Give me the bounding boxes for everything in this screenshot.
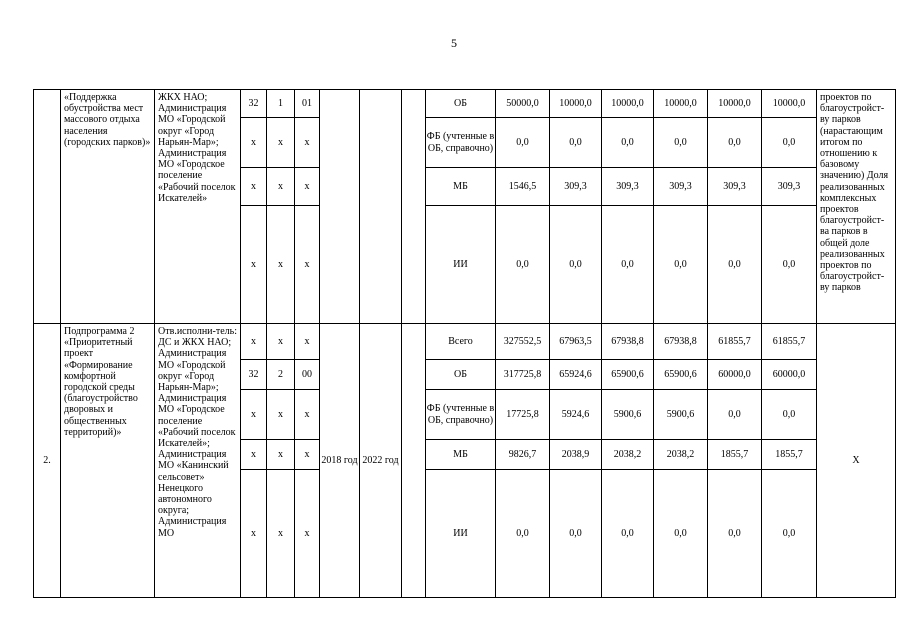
- value-cell: 10000,0: [654, 90, 708, 118]
- value-cell: 327552,5: [496, 324, 550, 360]
- value-cell: 61855,7: [708, 324, 762, 360]
- row-number-cell: [34, 90, 61, 324]
- source-cell: ФБ (учтенные в ОБ, справочно): [426, 118, 496, 168]
- code-cell: x: [267, 390, 295, 440]
- start-year-cell: 2018 год: [320, 324, 360, 598]
- code-cell: x: [241, 324, 267, 360]
- value-cell: 1855,7: [708, 440, 762, 470]
- value-cell: 0,0: [762, 390, 817, 440]
- executor-cell: Отв.исполни-тель: ДС и ЖКХ НАО; Администрация МО «Городской округ «Город Нарьян-Мар»; Администрация МО «Городское поселение «Рабочий поселок Искателей»; Администрация МО «Канинский сельсовет» Ненецкого автономного округа; Администрация МО: [155, 324, 241, 598]
- row-number-cell: 2.: [34, 324, 61, 598]
- source-cell: ОБ: [426, 90, 496, 118]
- start-year-cell: [320, 90, 360, 324]
- value-cell: 0,0: [708, 118, 762, 168]
- code-cell: x: [295, 390, 320, 440]
- code-cell: x: [295, 168, 320, 206]
- value-cell: 0,0: [654, 206, 708, 324]
- value-cell: 2038,2: [602, 440, 654, 470]
- source-cell: ИИ: [426, 206, 496, 324]
- value-cell: 67938,8: [654, 324, 708, 360]
- value-cell: 309,3: [708, 168, 762, 206]
- value-cell: 5900,6: [602, 390, 654, 440]
- code-cell: x: [267, 324, 295, 360]
- value-cell: 0,0: [550, 206, 602, 324]
- end-year-cell: [360, 90, 402, 324]
- executor-cell: ЖКХ НАО; Администрация МО «Городской округ «Город Нарьян-Мар»; Администрация МО «Городское поселение «Рабочий поселок Искателей»: [155, 90, 241, 324]
- code-cell: x: [295, 440, 320, 470]
- source-cell: ИИ: [426, 470, 496, 598]
- code-cell: x: [241, 470, 267, 598]
- value-cell: 0,0: [550, 118, 602, 168]
- code-cell: 32: [241, 90, 267, 118]
- value-cell: 0,0: [496, 118, 550, 168]
- spacer-cell: [402, 324, 426, 598]
- value-cell: 9826,7: [496, 440, 550, 470]
- table-row: [34, 324, 896, 360]
- code-cell: 2: [267, 360, 295, 390]
- value-cell: 309,3: [602, 168, 654, 206]
- value-cell: 309,3: [550, 168, 602, 206]
- code-cell: x: [241, 168, 267, 206]
- value-cell: 65900,6: [602, 360, 654, 390]
- code-cell: 00: [295, 360, 320, 390]
- source-cell: МБ: [426, 168, 496, 206]
- indicator-cell: проектов по благоустройст-ву парков (нарастающим итогом по отношению к базовому значению) Доля реализованных комплексных проектов благоустройст-ва парков в общей доле реализованных проектов по благоустройст-ву парков: [817, 90, 896, 324]
- value-cell: 2038,9: [550, 440, 602, 470]
- code-cell: x: [295, 470, 320, 598]
- table-row: [34, 90, 896, 118]
- program-name-cell: «Поддержка обустройства мест массового отдыха населения (городских парков)»: [61, 90, 155, 324]
- value-cell: 0,0: [602, 206, 654, 324]
- code-cell: x: [267, 470, 295, 598]
- source-cell: ОБ: [426, 360, 496, 390]
- code-cell: x: [267, 206, 295, 324]
- value-cell: 1855,7: [762, 440, 817, 470]
- code-cell: x: [241, 118, 267, 168]
- value-cell: 309,3: [762, 168, 817, 206]
- value-cell: 67963,5: [550, 324, 602, 360]
- value-cell: 0,0: [550, 470, 602, 598]
- program-table: [33, 89, 896, 598]
- value-cell: 0,0: [708, 206, 762, 324]
- value-cell: 0,0: [762, 470, 817, 598]
- value-cell: 10000,0: [602, 90, 654, 118]
- value-cell: 309,3: [654, 168, 708, 206]
- indicator-cell: X: [817, 324, 896, 598]
- code-cell: x: [267, 118, 295, 168]
- code-cell: x: [267, 168, 295, 206]
- value-cell: 0,0: [762, 206, 817, 324]
- value-cell: 65900,6: [654, 360, 708, 390]
- value-cell: 2038,2: [654, 440, 708, 470]
- value-cell: 60000,0: [708, 360, 762, 390]
- value-cell: 0,0: [762, 118, 817, 168]
- value-cell: 317725,8: [496, 360, 550, 390]
- end-year-cell: 2022 год: [360, 324, 402, 598]
- value-cell: 65924,6: [550, 360, 602, 390]
- code-cell: 1: [267, 90, 295, 118]
- value-cell: 61855,7: [762, 324, 817, 360]
- code-cell: x: [295, 324, 320, 360]
- value-cell: 0,0: [602, 470, 654, 598]
- code-cell: x: [241, 206, 267, 324]
- value-cell: 0,0: [654, 470, 708, 598]
- value-cell: 0,0: [496, 206, 550, 324]
- value-cell: 0,0: [708, 390, 762, 440]
- program-name-cell: Подпрограмма 2 «Приоритетный проект «Формирование комфортной городской среды (благоустройство дворовых и общественных территорий)»: [61, 324, 155, 598]
- value-cell: 0,0: [602, 118, 654, 168]
- source-cell: МБ: [426, 440, 496, 470]
- source-cell: Всего: [426, 324, 496, 360]
- value-cell: 0,0: [496, 470, 550, 598]
- code-cell: x: [241, 440, 267, 470]
- value-cell: 17725,8: [496, 390, 550, 440]
- code-cell: 01: [295, 90, 320, 118]
- value-cell: 67938,8: [602, 324, 654, 360]
- code-cell: 32: [241, 360, 267, 390]
- code-cell: x: [295, 118, 320, 168]
- value-cell: 10000,0: [708, 90, 762, 118]
- code-cell: x: [241, 390, 267, 440]
- value-cell: 5900,6: [654, 390, 708, 440]
- code-cell: x: [267, 440, 295, 470]
- value-cell: 0,0: [708, 470, 762, 598]
- value-cell: 10000,0: [762, 90, 817, 118]
- value-cell: 50000,0: [496, 90, 550, 118]
- value-cell: 5924,6: [550, 390, 602, 440]
- source-cell: ФБ (учтенные в ОБ, справочно): [426, 390, 496, 440]
- code-cell: x: [295, 206, 320, 324]
- value-cell: 0,0: [654, 118, 708, 168]
- value-cell: 10000,0: [550, 90, 602, 118]
- value-cell: 1546,5: [496, 168, 550, 206]
- spacer-cell: [402, 90, 426, 324]
- value-cell: 60000,0: [762, 360, 817, 390]
- page-number: 5: [451, 36, 457, 50]
